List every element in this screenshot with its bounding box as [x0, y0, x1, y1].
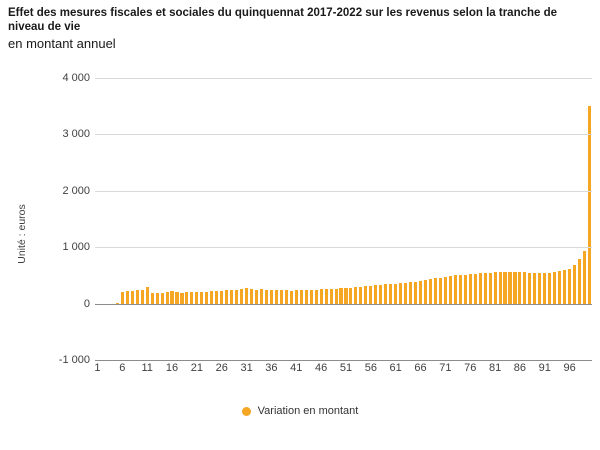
- bar: [484, 273, 487, 304]
- bar: [280, 290, 283, 304]
- bar: [369, 286, 372, 304]
- gridline: [95, 191, 592, 192]
- bar: [190, 292, 193, 304]
- bar: [275, 290, 278, 304]
- bar: [384, 284, 387, 303]
- bar: [220, 291, 223, 304]
- bar: [175, 292, 178, 303]
- bar: [180, 293, 183, 304]
- x-tick-label: 31: [240, 362, 253, 374]
- bar: [489, 273, 492, 304]
- plot-area: [95, 78, 592, 360]
- bar: [439, 278, 442, 304]
- bar-series: [95, 78, 592, 360]
- chart-subtitle: en montant annuel: [8, 36, 116, 51]
- legend-item[interactable]: [242, 405, 359, 417]
- x-tick-label: 86: [513, 362, 527, 374]
- bar: [434, 278, 437, 303]
- y-axis-title: Unité : euros: [16, 204, 28, 264]
- gridline: [95, 304, 592, 305]
- bar: [121, 292, 124, 303]
- bar: [131, 291, 134, 304]
- bar: [136, 290, 139, 303]
- bar: [310, 290, 313, 304]
- bar: [354, 287, 357, 303]
- bar: [146, 287, 149, 304]
- bar: [469, 274, 472, 303]
- x-tick-label: 51: [339, 362, 353, 374]
- y-tick-label: 0: [83, 297, 90, 310]
- bar: [503, 272, 506, 304]
- bar: [215, 291, 218, 304]
- gridline: [95, 360, 592, 361]
- bar: [553, 272, 556, 304]
- bar: [528, 273, 531, 304]
- x-tick-label: 16: [165, 362, 179, 374]
- x-tick-label: 21: [190, 362, 203, 374]
- x-tick-label: 76: [464, 362, 477, 374]
- x-tick-label: 11: [141, 362, 153, 374]
- x-tick-label: 66: [414, 362, 427, 374]
- y-tick-label: 3 000: [62, 128, 90, 141]
- bar: [151, 293, 154, 304]
- bar: [170, 291, 173, 303]
- bar: [349, 288, 352, 304]
- bar: [225, 290, 228, 303]
- bar: [364, 286, 367, 303]
- bar: [533, 273, 536, 304]
- bar: [335, 289, 338, 304]
- bar: [494, 272, 497, 303]
- y-tick-label: -1 000: [58, 354, 90, 366]
- bar: [205, 292, 208, 304]
- bar: [141, 290, 144, 304]
- bar: [389, 284, 392, 304]
- bar: [315, 290, 318, 304]
- y-axis-ticks: [38, 72, 90, 366]
- x-axis-ticks: [95, 362, 592, 382]
- x-tick-label: 41: [290, 362, 303, 374]
- bar: [339, 288, 342, 303]
- bar: [454, 275, 457, 303]
- x-tick-label: 26: [215, 362, 228, 374]
- x-tick-label: 6: [119, 362, 126, 374]
- bar: [305, 290, 308, 304]
- bar: [568, 269, 571, 304]
- x-tick-label: 1: [94, 362, 101, 374]
- x-tick-label: 91: [538, 362, 551, 374]
- bar: [419, 281, 422, 304]
- bar: [240, 289, 243, 303]
- bar: [499, 272, 502, 304]
- x-tick-label: 61: [389, 362, 402, 374]
- bar: [449, 276, 452, 304]
- bar: [255, 290, 258, 304]
- y-tick-label: 1 000: [62, 241, 90, 254]
- bar: [245, 288, 248, 303]
- bar: [563, 270, 566, 303]
- bar: [523, 272, 526, 303]
- bar: [359, 287, 362, 304]
- bar: [464, 275, 467, 304]
- bar: [210, 291, 213, 303]
- legend-item-label: Variation en montant: [257, 405, 359, 417]
- x-tick-label: 56: [364, 362, 377, 374]
- bar: [444, 277, 447, 304]
- x-tick-label: 36: [265, 362, 278, 374]
- bar: [320, 289, 323, 303]
- bar: [235, 290, 238, 304]
- bar: [185, 292, 188, 303]
- bar: [399, 283, 402, 303]
- bar: [300, 290, 303, 304]
- bar: [459, 275, 462, 303]
- y-axis-title-holder: [0, 78, 28, 360]
- bar: [573, 265, 576, 303]
- gridline: [95, 134, 592, 135]
- bar: [156, 293, 159, 304]
- bar: [508, 272, 511, 304]
- bar: [543, 273, 546, 304]
- bar: [424, 280, 427, 304]
- bar: [265, 290, 268, 304]
- bar: [325, 289, 328, 304]
- bar: [474, 274, 477, 304]
- bar: [379, 285, 382, 304]
- bar: [409, 282, 412, 303]
- bar: [285, 290, 288, 303]
- bar: [290, 291, 293, 304]
- legend-marker-icon: [242, 407, 251, 416]
- bar: [404, 283, 407, 304]
- bar: [583, 251, 586, 303]
- page-title: Effet des mesures fiscales et sociales du quinquennat 2017-2022 sur les revenus selon la tranche de niveau de vie: [8, 7, 558, 33]
- bar: [429, 279, 432, 304]
- bar: [394, 284, 397, 304]
- bar: [126, 291, 129, 303]
- bar: [270, 290, 273, 304]
- y-tick-label: 4 000: [62, 72, 90, 84]
- bar: [374, 285, 377, 303]
- gridline: [95, 247, 592, 248]
- bar: [230, 290, 233, 304]
- bar: [538, 273, 541, 303]
- x-tick-label: 81: [488, 362, 502, 374]
- bar: [166, 292, 169, 303]
- bar: [578, 259, 581, 304]
- bar: [588, 106, 591, 303]
- bar: [260, 289, 263, 303]
- bar: [558, 271, 561, 303]
- bar: [344, 288, 347, 304]
- chart-header: [8, 6, 588, 52]
- bar: [295, 290, 298, 303]
- x-tick-label: 46: [315, 362, 328, 374]
- y-tick-label: 2 000: [62, 184, 90, 197]
- bar: [161, 293, 164, 304]
- x-tick-label: 71: [439, 362, 452, 374]
- bar: [250, 289, 253, 303]
- bar: [414, 282, 417, 304]
- bar: [479, 273, 482, 303]
- bar: [518, 272, 521, 304]
- bar: [513, 272, 516, 304]
- bar: [330, 289, 333, 304]
- x-tick-label: 96: [563, 362, 576, 374]
- bar: [195, 292, 198, 304]
- gridline: [95, 78, 592, 79]
- bar: [200, 292, 203, 303]
- bar: [548, 273, 551, 304]
- chart-legend: [0, 405, 600, 419]
